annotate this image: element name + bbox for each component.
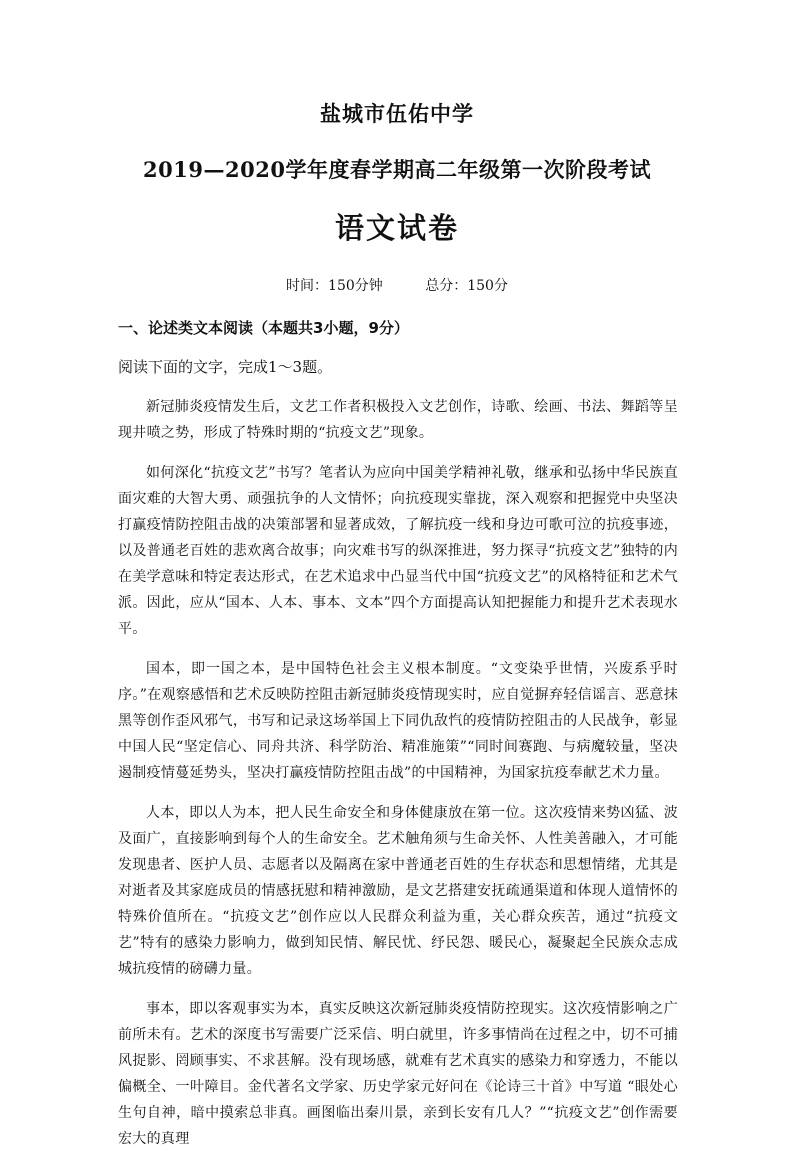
exam-score: 总分：150分 [425, 278, 508, 294]
section-instruction: 阅读下面的文字，完成1～3题。 [118, 358, 333, 376]
paragraph: 事本，即以客观事实为本，真实反映这次新冠肺炎疫情防控现实。这次疫情影响之广前所未有。艺术的深度书写需要广泛采信、明白就里，许多事情尚在过程之中，切不可捕风捉影、罔顾事实、不求甚解。没有现场感，就难有艺术真实的感染力和穿透力，不能以偏概全、一叶障目。金代著名文学家、历史学家元好问在《论诗三十首》中写道 “眼处心生句自神，暗中摸索总非真。画图临出秦川景，亲到长安有几人？”“抗疫文艺”创作需要宏大的真理 [118, 1001, 678, 1147]
exam-meta [0, 275, 794, 295]
school-title: 盐城市伍佑中学 [320, 101, 474, 126]
article-body [118, 394, 678, 1166]
exam-title: 2019—2020学年度春学期高二年级第一次阶段考试 [143, 157, 651, 182]
paragraph: 国本，即一国之本，是中国特色社会主义根本制度。“文变染乎世情，兴废系乎时序。”在观察感悟和艺术反映防控阻击新冠肺炎疫情现实时，应自觉摒弃轻信谣言、恶意抹黑等创作歪风邪气，书写和记录这场举国上下同仇敌忾的疫情防控阻击的人民战争，彰显中国人民“坚定信心、同舟共济、科学防治、精准施策”“同时间赛跑、与病魔较量，坚决遏制疫情蔓延势头，坚决打赢疫情防控阻击战”的中国精神，为国家抗疫奉献艺术力量。 [118, 661, 678, 781]
paragraph: 人本，即以人为本，把人民生命安全和身体健康放在第一位。这次疫情来势凶猛、波及面广，直接影响到每个人的生命安全。艺术触角须与生命关怀、人性美善融入，才可能发现患者、医护人员、志愿者以及隔离在家中普通老百姓的生存状态和思想情绪，尤其是对逝者及其家庭成员的情感抚慰和精神激励，是文艺搭建安抚疏通渠道和体现人道情怀的特殊价值所在。“抗疫文艺”创作应以人民群众利益为重，关心群众疾苦，通过“抗疫文艺”特有的感染力影响力，做到知民情、解民忧、纾民怨、暖民心，凝聚起全民族众志成城抗疫情的磅礴力量。 [118, 805, 678, 977]
exam-time: 时间：150分钟 [286, 278, 383, 294]
section-heading: 一、论述类文本阅读（本题共3小题，9分） [118, 319, 409, 337]
paragraph: 如何深化“抗疫文艺”书写？笔者认为应向中国美学精神礼敬，继承和弘扬中华民族直面灾难的大智大勇、顽强抗争的人文情怀；向抗疫现实靠拢，深入观察和把握党中央坚决打赢疫情防控阻击战的决策部署和显著成效，了解抗疫一线和身边可歌可泣的抗疫事迹，以及普通老百姓的悲欢离合故事；向灾难书写的纵深推进，努力探寻“抗疫文艺”独特的内在美学意味和特定表达形式，在艺术追求中凸显当代中国“抗疫文艺”的风格特征和艺术气派。因此，应从“国本、人本、事本、文本”四个方面提高认知把握能力和提升艺术表现水平。 [118, 465, 678, 637]
paragraph: 新冠肺炎疫情发生后，文艺工作者积极投入文艺创作，诗歌、绘画、书法、舞蹈等呈现井喷之势，形成了特殊时期的“抗疫文艺”现象。 [118, 399, 678, 441]
subject-title: 语文试卷 [334, 211, 459, 245]
